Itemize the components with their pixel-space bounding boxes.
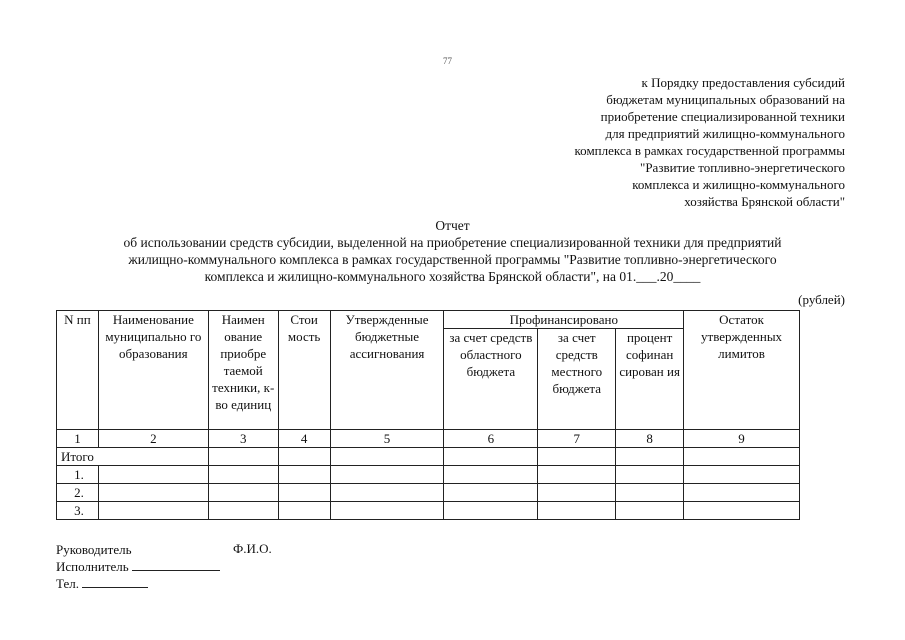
header-line: комплекса в рамках государственной программы — [574, 143, 845, 158]
signature-block — [56, 541, 220, 592]
header-approved: Утвержденные бюджетные ассигнования — [330, 311, 444, 430]
header-percent: процент софинан сирован ия — [616, 329, 684, 430]
table-cell — [444, 448, 538, 466]
executor-label: Исполнитель — [56, 559, 129, 574]
row-label: 1. — [57, 466, 99, 484]
report-title-line: об использовании средств субсидии, выделенной на приобретение специализированной техники для предприятий — [123, 235, 782, 250]
header-regional: за счет средств областного бюджета — [444, 329, 538, 430]
executor-line — [56, 558, 220, 575]
table-cell — [98, 484, 208, 502]
phone-label: Тел. — [56, 576, 79, 591]
table-row — [57, 502, 800, 520]
report-title — [0, 217, 905, 285]
currency-note: (рублей) — [798, 292, 845, 307]
header-line: к Порядку предоставления субсидий — [641, 75, 845, 90]
table-cell — [616, 484, 684, 502]
row-label: 2. — [57, 484, 99, 502]
table-row — [57, 484, 800, 502]
table-cell — [538, 484, 616, 502]
column-number: 3 — [208, 430, 278, 448]
row-label: 3. — [57, 502, 99, 520]
column-number: 9 — [684, 430, 800, 448]
executor-blank — [132, 558, 220, 571]
table-cell — [330, 448, 444, 466]
header-np: N пп — [57, 311, 99, 430]
head-label: Руководитель — [56, 542, 132, 557]
table-cell — [616, 466, 684, 484]
table-header-row — [57, 311, 800, 329]
header-line: комплекса и жилищно-коммунального — [632, 177, 845, 192]
table-cell — [208, 484, 278, 502]
header-line: хозяйства Брянской области" — [684, 194, 845, 209]
table-cell — [278, 484, 330, 502]
header-municipality: Наименование муниципально го образования — [98, 311, 208, 430]
table-cell — [538, 502, 616, 520]
table-cell — [278, 466, 330, 484]
table-cell — [330, 502, 444, 520]
total-label: Итого — [57, 448, 209, 466]
table-cell — [330, 484, 444, 502]
table-cell — [444, 484, 538, 502]
approval-header — [575, 74, 845, 210]
column-number-row — [57, 430, 800, 448]
report-title-word: Отчет — [435, 218, 470, 233]
table-cell — [684, 502, 800, 520]
header-balance: Остаток утвержденных лимитов — [684, 311, 800, 430]
table-cell — [330, 466, 444, 484]
report-title-line: комплекса и жилищно-коммунального хозяйства Брянской области", на 01.___.20____ — [204, 269, 701, 284]
table-cell — [684, 484, 800, 502]
table-cell — [684, 448, 800, 466]
table-cell — [444, 502, 538, 520]
table-cell — [98, 502, 208, 520]
table-cell — [278, 502, 330, 520]
table-row — [57, 466, 800, 484]
table-cell — [538, 448, 616, 466]
table-cell — [444, 466, 538, 484]
header-line: бюджетам муниципальных образований на — [606, 92, 845, 107]
table-cell — [98, 466, 208, 484]
header-financed: Профинансировано — [444, 311, 684, 329]
phone-blank — [82, 575, 148, 588]
header-line: приобретение специализированной техники — [600, 109, 845, 124]
page-number: 77 — [443, 56, 452, 66]
column-number: 1 — [57, 430, 99, 448]
report-title-line: жилищно-коммунального комплекса в рамках государственной программы "Развитие топливно-энергетического — [128, 252, 777, 267]
phone-line — [56, 575, 220, 592]
header-cost: Стои мость — [278, 311, 330, 430]
column-number: 6 — [444, 430, 538, 448]
head-line — [56, 541, 220, 558]
table-cell — [684, 466, 800, 484]
header-equipment: Наимен ование приобре таемой техники, к-во единиц — [208, 311, 278, 430]
table-cell — [278, 448, 330, 466]
table-cell — [616, 502, 684, 520]
report-table — [56, 310, 800, 520]
column-number: 4 — [278, 430, 330, 448]
table-cell — [208, 448, 278, 466]
table-cell — [616, 448, 684, 466]
header-local: за счет средств местного бюджета — [538, 329, 616, 430]
column-number: 8 — [616, 430, 684, 448]
header-line: "Развитие топливно-энергетического — [640, 160, 845, 175]
column-number: 7 — [538, 430, 616, 448]
table-cell — [538, 466, 616, 484]
column-number: 5 — [330, 430, 444, 448]
fio-label: Ф.И.О. — [233, 541, 272, 556]
table-cell — [208, 466, 278, 484]
table-cell — [208, 502, 278, 520]
total-row — [57, 448, 800, 466]
header-line: для предприятий жилищно-коммунального — [605, 126, 845, 141]
column-number: 2 — [98, 430, 208, 448]
